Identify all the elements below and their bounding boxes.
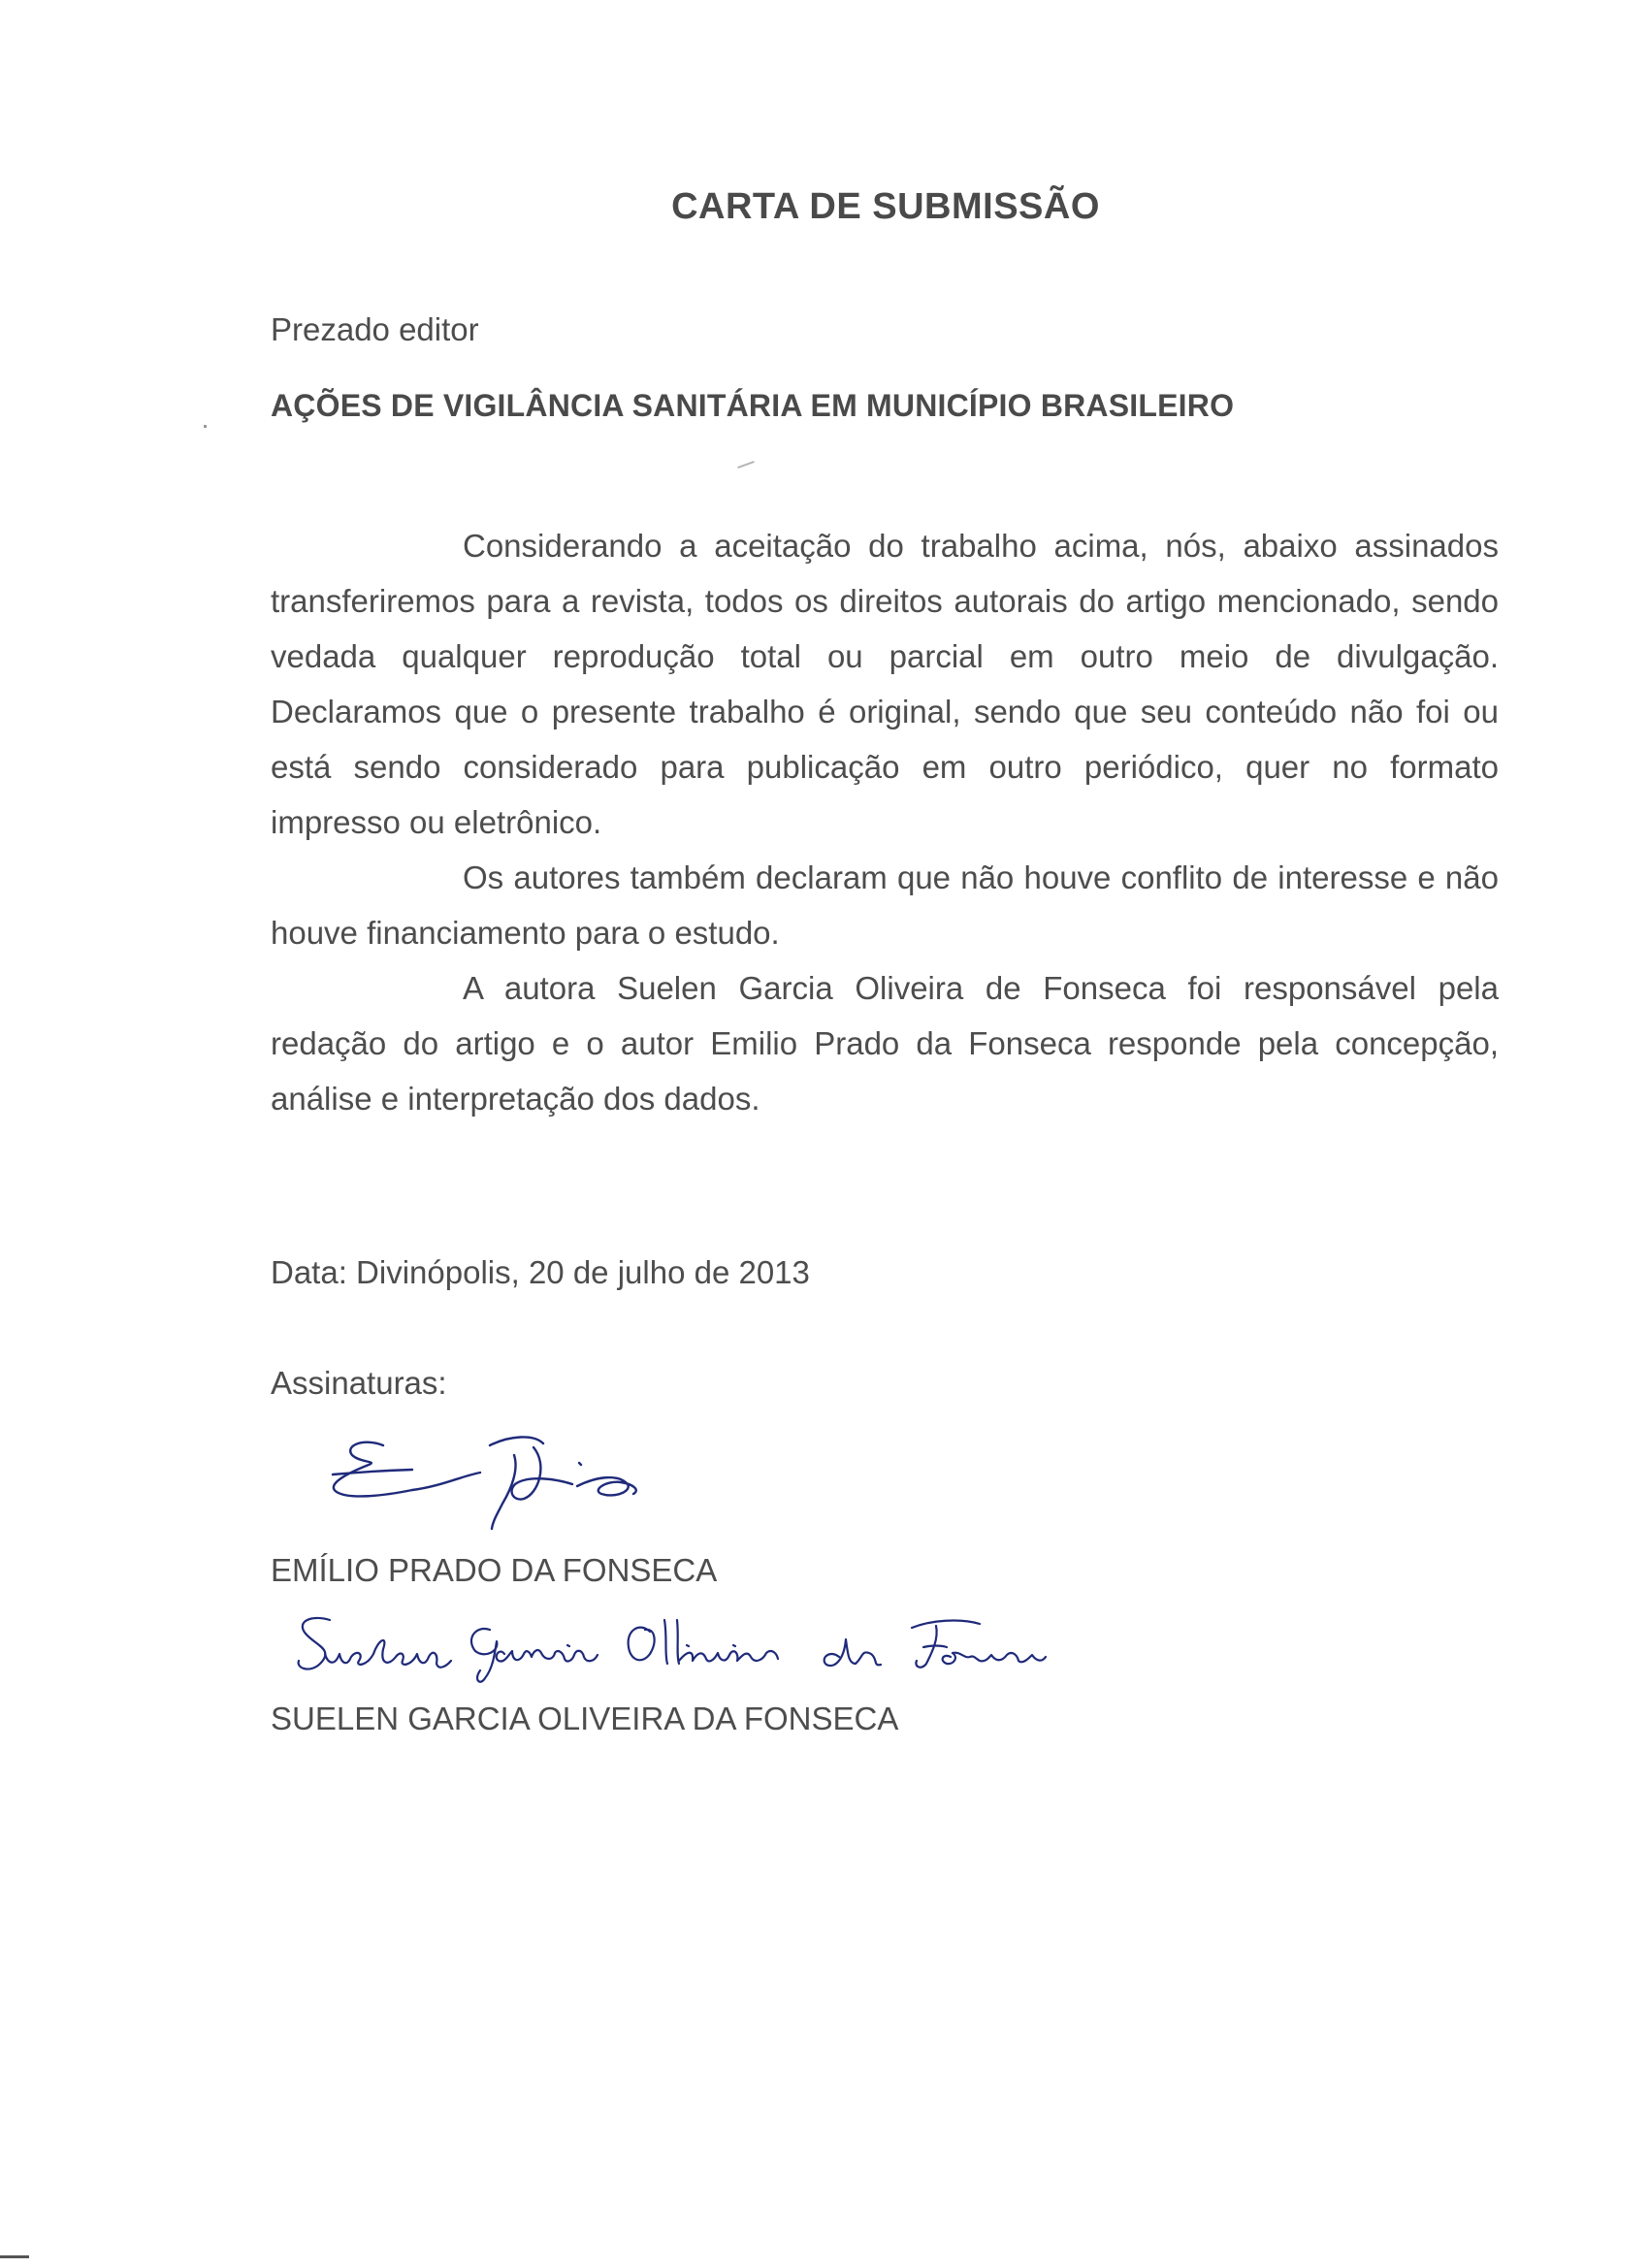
body-paragraph-conflict: Os autores também declaram que não houve conflito de interesse e não houve financiamento para o estudo. <box>271 859 1499 951</box>
salutation: Prezado editor <box>271 311 479 347</box>
date-line: Data: Divinópolis, 20 de julho de 2013 <box>271 1254 810 1290</box>
body-paragraph-authorship: A autora Suelen Garcia Oliveira de Fonseca foi responsável pela redação do artigo e o autor Emilio Prado da Fonseca responde pela concepção, análise e interpretação dos dados. <box>271 970 1499 1117</box>
scan-speck <box>0 2255 29 2258</box>
body-paragraph-copyright: Considerando a aceitação do trabalho acima, nós, abaixo assinados transferiremos para a revista, todos os direitos autorais do artigo mencionado, sendo vedada qualquer reprodução total ou parcial em outro meio de divulgação. Declaramos que o presente trabalho é original, sendo que seu conteúdo não foi ou está sendo considerado para publicação em outro periódico, quer no formato impresso ou eletrônico. <box>271 528 1499 840</box>
signer-name-emilio: EMÍLIO PRADO DA FONSECA <box>271 1552 718 1588</box>
signatures-label: Assinaturas: <box>271 1365 447 1401</box>
signature-emilio <box>325 1426 684 1542</box>
signature-suelen <box>291 1610 1048 1702</box>
letter-title: CARTA DE SUBMISSÃO <box>671 186 1100 227</box>
article-subject: AÇÕES DE VIGILÂNCIA SANITÁRIA EM MUNICÍPIO BRASILEIRO <box>271 388 1235 423</box>
letter-body <box>271 518 1499 1126</box>
signer-name-suelen: SUELEN GARCIA OLIVEIRA DA FONSECA <box>271 1701 899 1736</box>
scan-speck <box>737 461 755 469</box>
scan-speck <box>204 425 207 428</box>
